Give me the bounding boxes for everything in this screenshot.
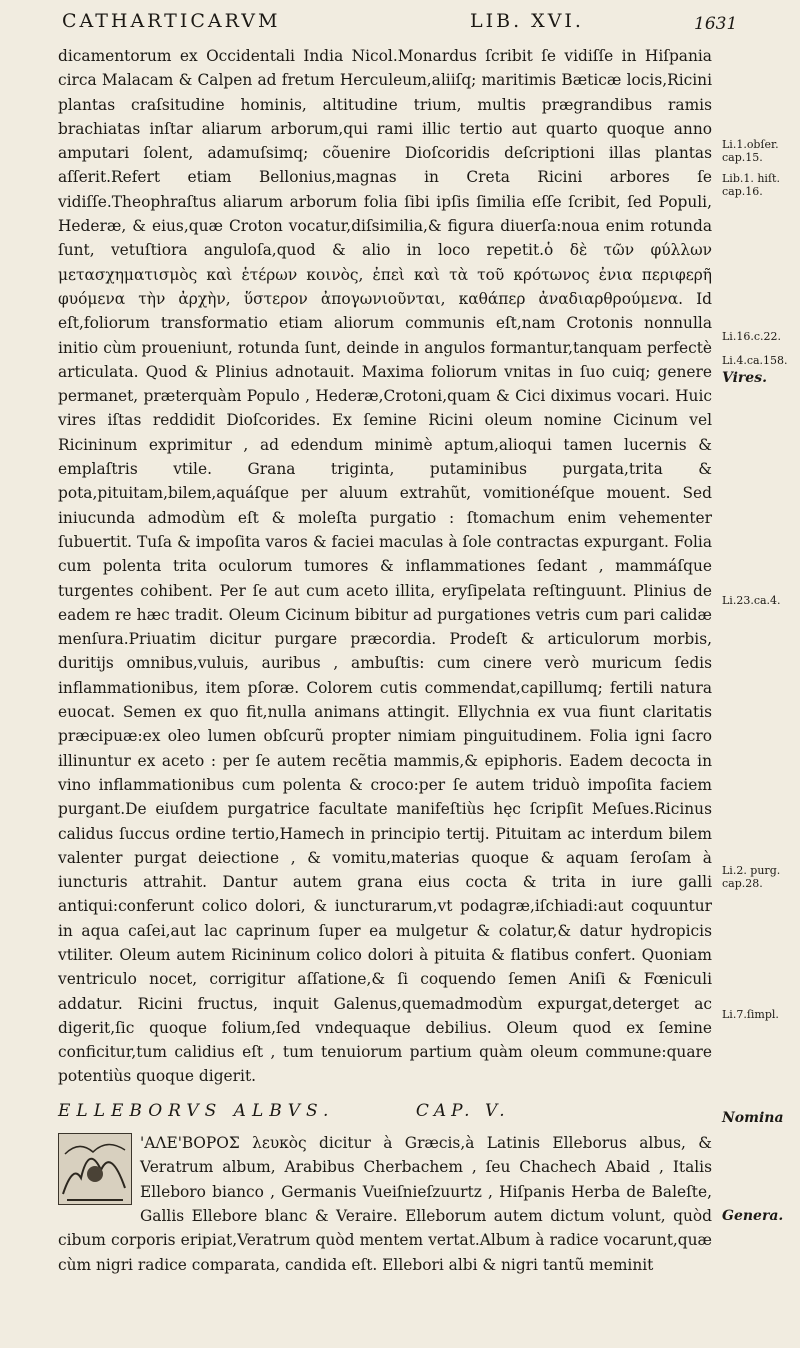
section-heading [58, 1099, 712, 1123]
margin-note-vires: Vires. [722, 370, 767, 386]
margin-note: Li.7.ſimpl. [722, 1008, 779, 1021]
decorated-initial-icon [58, 1133, 132, 1205]
running-head [62, 10, 742, 38]
paragraph-ricinus: dicamentorum ex Occidentali India Nicol.Monardus ſcribit ſe vidiſſe in Hiſpania circa Malacam & Calpen ad fretum Herculeum,aliiſq; maritimis Bæticæ locis,Ricini plantas craſsitudine hominis, altitudine trium, multis prægrandibus ramis brachiatas inſtar aliarum arborum,qui rami illic tertio aut quarto quoque anno amputari ſolent, adamuſsimq; cõuenire Dioſcoridis deſcriptioni illas plantas aſſerit.Refert etiam Bellonius,magnas in Creta Ricini arbores ſe vidiſſe.Theophraſtus aliarum arborum folia ſibi ipſis ſimilia eſſe ſcribit, ſed Populi, Hederæ, & eius,quæ Croton vocatur,diſsimilia,& figura diuerſa:noua enim rotunda ſunt, vetuſtiora anguloſa,quod & alio in loco repetit.ὁ δὲ τῶν φύλλων μετασχηματισμὸς καὶ ἑτέρων κοινὸς, ἐπεὶ καὶ τὰ τοῦ κρότωνος ἐνια περιφερῆ φυόμενα τὴν ἀρχὴν, ὕστερον ἀπογωνιοῦνται, καθάπερ ἀναδιαρθρούμενα. Id eſt,foliorum transformatio etiam aliorum communis eſt,nam Crotonis nonnulla initio cùm proueniunt, rotunda ſunt, deinde in angulos formantur,tanquam perfectè articulata. Quod & Plinius adnotauit. Maxima foliorum vnitas in ſuo cuiq; genere permanet, præterquàm Populo , Hederæ,Crotoni,quam & Cici diximus vocari. Huic vires iſtas reddidit Dioſcorides. Ex ſemine Ricini oleum nomine Cicinum vel Ricininum exprimitur , ad edendum minimè aptum,alioqui tamen lucernis & emplaſtris vtile. Grana triginta, putaminibus purgata,trita & pota,pituitam,bilem,aquáſque per aluum extrahũt, vomitionéſque mouent. Sed iniucunda admodùm eſt & moleſta purgatio : ſtomachum enim vehementer ſubuertit. Tuſa & impoſita varos & faciei maculas à ſole contractas expurgant. Folia cum polenta trita oculorum tumores & inflammationes ſedant , mammáſque turgentes cohibent. Per ſe aut cum aceto illita, eryſipelata reſtinguunt. Plinius de eadem re hæc tradit. Oleum Cicinum bibitur ad purgationes vetris cum pari calidæ menſura.Priuatim dicitur purgare præcordia. Prodeſt & articulorum morbis, duritijs omnibus,vuluis, auribus , ambuſtis: cum cinere verò muricum ſedis inflammationibus, item pſoræ. Colorem cutis commendat,capillumq; fertili natura euocat. Semen ex quo fit,nulla animans attingit. Ellychnia ex vua fiunt claritatis præcipuæ:ex oleo lumen obſcurũ propter nimiam pinguitudinem. Folia igni ſacro illinuntur ex aceto : per ſe autem recẽtia mammis,& epiphoris. Eadem decocta in vino inflammationibus cum polenta & croco:per ſe autem triduò impoſita faciem purgant.De eiuſdem purgatrice facultate manifeſtiùs hęc ſcripſit Meſues.Ricinus calidus ſuccus ordine tertio,Hamech in principio tertij. Pituitam ac interdum bilem valenter purgat deiectione , & vomitu,materias quoque & aquam ſeroſam à iuncturis attrahit. Dantur autem grana eius cocta & trita in iure galli antiqui:conferunt colico dolori, & iuncturarum,vt podagræ,iſchiadi:aut coquuntur in aqua caſei,aut lac caprinum ſuper ea mulgetur & colatur,& datur hydropicis vtiliter. Oleum autem Ricininum colico dolori à pituita & flatibus confert. Quoniam ventriculo nocet, corrigitur aſſatione,& ſi coquendo ſemen Aniſi & Fœniculi addatur. Ricini fructus, inquit Galenus,quemadmodùm expurgat,deterget ac digerit,ſic quoque folium,ſed vndequaque debilius. Oleum quod ex ſemine conficitur,tum calidius eſt , tum tenuiorum partium quàm oleum commune:quare potentiùs quoque digerit. [58, 47, 712, 1086]
margin-note: Li.1.obſer. cap.15. [722, 138, 779, 164]
section-title: ELLEBORVS ALBVS. [58, 1100, 335, 1121]
margin-note: Li.2. purg. cap.28. [722, 864, 781, 890]
chapter-number: CAP. V. [415, 1100, 510, 1121]
running-head-book: LIB. XVI. [470, 10, 584, 32]
margin-note: Lib.1. hiſt. cap.16. [722, 172, 780, 198]
paragraph-elleborus: 'ΑΛΕ'ΒΟΡΟΣ λευκὸς dicitur à Græcis,à Latinis Elleborus albus, & Veratrum album, Arabibus Cherbachem , ſeu Chachech Abaid , Italis Elleboro bianco , Germanis Vueiſnieſzuurtz , Hiſpanis Herba de Baleſte, Gallis Ellebore blanc & Veraire. Elleborum autem dictum volunt, quòd cibum corporis eripiat,Veratrum quòd mentem vertat.Album à radice vocarunt,quæ cùm nigri radice comparata, candida eſt. Ellebori albi & nigri tantũ meminit [58, 1134, 712, 1274]
margin-note-nomina: Nomina [722, 1110, 784, 1126]
margin-note: Li.4.ca.158. [722, 354, 788, 367]
margin-note-genera: Genera. [722, 1208, 784, 1224]
main-text-column [58, 44, 712, 1277]
margin-note: Li.23.ca.4. [722, 594, 781, 607]
margin-note: Li.16.c.22. [722, 330, 781, 343]
running-head-title: CATHARTICARVM [62, 10, 281, 32]
page-number: 1631 [694, 14, 738, 34]
